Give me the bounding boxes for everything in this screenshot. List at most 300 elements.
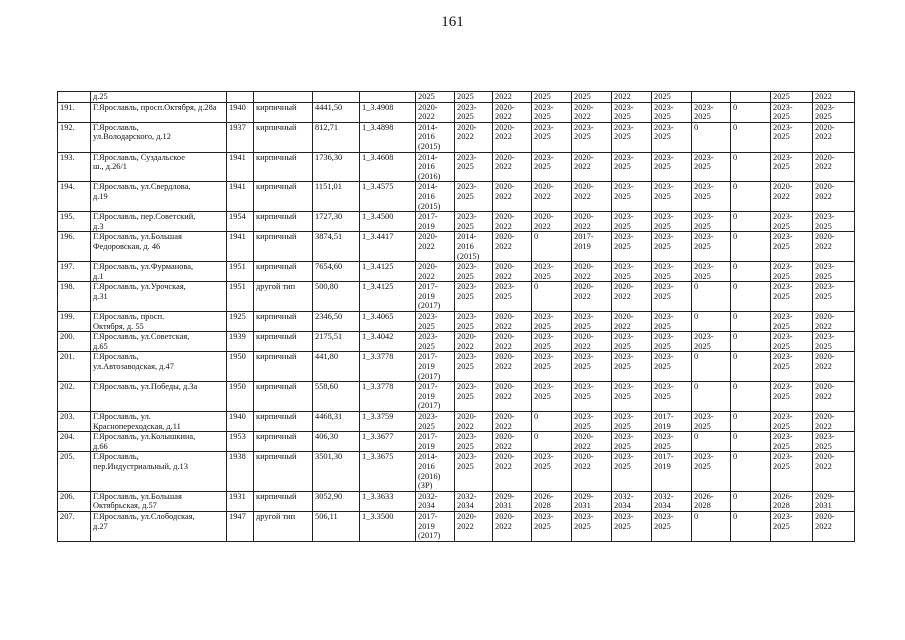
cell-period-9: 0 — [731, 232, 771, 262]
cell-period-10: 2023- 2025 — [771, 452, 813, 491]
cell-period-8: 0 — [692, 432, 731, 452]
cell-period-6: 2023- 2025 — [612, 352, 652, 382]
cell-period-2: 2023- 2025 — [455, 102, 493, 122]
cell-area: 2346,50 — [313, 312, 360, 332]
cell-area: 4441,50 — [313, 102, 360, 122]
cell-period-2: 2020- 2022 — [455, 412, 493, 432]
cell-period-8: 0 — [692, 312, 731, 332]
cell-period-9: 0 — [731, 352, 771, 382]
cell-period-9: 0 — [731, 102, 771, 122]
cell-period-3: 2020- 2022 — [493, 122, 532, 152]
cell-row-number: 206. — [58, 491, 91, 511]
cell-period-6: 2023- 2025 — [612, 232, 652, 262]
cell-period-7: 2023- 2025 — [652, 152, 692, 182]
cell-period-3: 2020- 2022 — [493, 432, 532, 452]
cell-period-5: 2023- 2025 — [572, 122, 612, 152]
cell-object-code: 1_3.3677 — [360, 432, 416, 452]
cell-wall-material: другой тип — [254, 282, 313, 312]
cell-period-9: 0 — [731, 412, 771, 432]
cell-address: Г.Ярославль, просп. Октября, д. 55 — [91, 312, 227, 332]
table-row — [58, 412, 855, 432]
cell-address: Г.Ярославль, ул. Краснопереходская, д.11 — [91, 412, 227, 432]
cell-row-number: 195. — [58, 212, 91, 232]
cell-period-5: 2023- 2025 — [572, 511, 612, 541]
cell-period-7: 2023- 2025 — [652, 511, 692, 541]
cell-period-10: 2023- 2025 — [771, 312, 813, 332]
cell-area: 3501,30 — [313, 452, 360, 491]
cell-period-7: 2023- 2025 — [652, 352, 692, 382]
cell-period-4: 0 — [532, 412, 572, 432]
table-row — [58, 452, 855, 491]
cell-object-code: 1_3.3778 — [360, 352, 416, 382]
cell-period-7: 2025 — [652, 92, 692, 103]
cell-wall-material: кирпичный — [254, 452, 313, 491]
cell-row-number: 205. — [58, 452, 91, 491]
table-row — [58, 152, 855, 182]
cell-wall-material: кирпичный — [254, 212, 313, 232]
table-row — [58, 212, 855, 232]
cell-period-11: 2020- 2022 — [813, 182, 855, 212]
cell-period-2: 2023- 2025 — [455, 312, 493, 332]
cell-period-5: 2017- 2019 — [572, 232, 612, 262]
cell-row-number: 200. — [58, 332, 91, 352]
cell-build-year: 1938 — [227, 452, 254, 491]
cell-wall-material: другой тип — [254, 511, 313, 541]
cell-period-9: 0 — [731, 452, 771, 491]
table-row — [58, 232, 855, 262]
cell-period-5: 2025 — [572, 92, 612, 103]
cell-period-1: 2014- 2016 (2016) (ЗР) — [416, 452, 455, 491]
cell-period-2: 2023- 2025 — [455, 432, 493, 452]
table-row — [58, 491, 855, 511]
cell-object-code: 1_3.4898 — [360, 122, 416, 152]
cell-area: 7654,60 — [313, 262, 360, 282]
cell-period-1: 2014- 2016 (2015) — [416, 182, 455, 212]
cell-area: 441,80 — [313, 352, 360, 382]
cell-period-10: 2023- 2025 — [771, 511, 813, 541]
cell-period-3: 2020- 2022 — [493, 182, 532, 212]
cell-address: Г.Ярославль, ул.Большая Федоровская, д. 46 — [91, 232, 227, 262]
cell-row-number — [58, 92, 91, 103]
cell-period-9: 0 — [731, 212, 771, 232]
cell-object-code: 1_3.4125 — [360, 262, 416, 282]
cell-row-number: 199. — [58, 312, 91, 332]
cell-period-5: 2020- 2022 — [572, 102, 612, 122]
cell-period-11: 2023- 2025 — [813, 262, 855, 282]
cell-period-2: 2032- 2034 — [455, 491, 493, 511]
cell-row-number: 203. — [58, 412, 91, 432]
cell-address: Г.Ярославль, ул.Большая Октябрьская, д.57 — [91, 491, 227, 511]
cell-period-5: 2023- 2025 — [572, 412, 612, 432]
table-row — [58, 352, 855, 382]
cell-period-1: 2023- 2025 — [416, 312, 455, 332]
cell-period-8: 2023- 2025 — [692, 212, 731, 232]
cell-object-code: 1_3.4908 — [360, 102, 416, 122]
cell-period-10: 2023- 2025 — [771, 102, 813, 122]
cell-period-7: 2023- 2025 — [652, 182, 692, 212]
cell-period-3: 2022 — [493, 92, 532, 103]
cell-wall-material: кирпичный — [254, 491, 313, 511]
cell-build-year: 1950 — [227, 382, 254, 412]
cell-period-2: 2023- 2025 — [455, 152, 493, 182]
cell-period-2: 2023- 2025 — [455, 282, 493, 312]
cell-build-year: 1953 — [227, 432, 254, 452]
cell-build-year: 1954 — [227, 212, 254, 232]
cell-period-11: 2029- 2031 — [813, 491, 855, 511]
cell-period-9: 0 — [731, 282, 771, 312]
cell-period-5: 2020- 2022 — [572, 432, 612, 452]
cell-object-code: 1_3.4065 — [360, 312, 416, 332]
cell-period-3: 2029- 2031 — [493, 491, 532, 511]
cell-period-8: 0 — [692, 282, 731, 312]
cell-period-10: 2023- 2025 — [771, 282, 813, 312]
cell-period-7: 2017- 2019 — [652, 452, 692, 491]
cell-object-code: 1_3.3759 — [360, 412, 416, 432]
cell-period-8: 2023- 2025 — [692, 232, 731, 262]
cell-period-6: 2023- 2025 — [612, 452, 652, 491]
cell-period-2: 2023- 2025 — [455, 452, 493, 491]
cell-period-8: 2023- 2025 — [692, 332, 731, 352]
cell-period-9: 0 — [731, 432, 771, 452]
cell-period-2: 2020- 2022 — [455, 122, 493, 152]
table-row — [58, 122, 855, 152]
cell-period-4: 2023- 2025 — [532, 102, 572, 122]
cell-period-1: 2032- 2034 — [416, 491, 455, 511]
cell-address: Г.Ярославль, ул.Победы, д.3а — [91, 382, 227, 412]
cell-period-11: 2020- 2022 — [813, 232, 855, 262]
cell-period-10: 2023- 2025 — [771, 232, 813, 262]
cell-period-4: 2023- 2025 — [532, 382, 572, 412]
cell-period-8: 2023- 2025 — [692, 262, 731, 282]
cell-period-7: 2023- 2025 — [652, 232, 692, 262]
cell-period-6: 2022 — [612, 92, 652, 103]
cell-period-3: 2020- 2022 — [493, 452, 532, 491]
cell-object-code: 1_3.4575 — [360, 182, 416, 212]
cell-build-year: 1925 — [227, 312, 254, 332]
cell-period-2: 2014- 2016 (2015) — [455, 232, 493, 262]
table-row — [58, 262, 855, 282]
cell-row-number: 201. — [58, 352, 91, 382]
cell-period-9: 0 — [731, 511, 771, 541]
cell-period-5: 2020- 2022 — [572, 332, 612, 352]
cell-wall-material — [254, 92, 313, 103]
cell-period-5: 2020- 2022 — [572, 212, 612, 232]
cell-period-4: 0 — [532, 282, 572, 312]
cell-period-4: 2020- 2022 — [532, 212, 572, 232]
cell-period-1: 2017- 2019 — [416, 212, 455, 232]
cell-period-4: 2023- 2025 — [532, 511, 572, 541]
table-row — [58, 332, 855, 352]
cell-period-8: 2023- 2025 — [692, 182, 731, 212]
cell-address: Г.Ярославль, ул.Советская, д.65 — [91, 332, 227, 352]
cell-period-3: 2020- 2022 — [493, 511, 532, 541]
cell-period-5: 2029- 2031 — [572, 491, 612, 511]
cell-period-1: 2017- 2019 (2017) — [416, 282, 455, 312]
cell-period-4: 2023- 2025 — [532, 332, 572, 352]
cell-period-9: 0 — [731, 182, 771, 212]
cell-period-5: 2020- 2022 — [572, 452, 612, 491]
cell-period-9: 0 — [731, 491, 771, 511]
cell-row-number: 198. — [58, 282, 91, 312]
cell-period-3: 2020- 2022 — [493, 352, 532, 382]
cell-period-3: 2020- 2022 — [493, 102, 532, 122]
cell-period-4: 2023- 2025 — [532, 312, 572, 332]
table-row — [58, 92, 855, 103]
page-number: 161 — [441, 14, 464, 30]
cell-period-5: 2020- 2022 — [572, 262, 612, 282]
cell-period-8: 2023- 2025 — [692, 412, 731, 432]
table-row — [58, 432, 855, 452]
cell-build-year — [227, 92, 254, 103]
cell-period-4: 2023- 2025 — [532, 122, 572, 152]
cell-period-10: 2023- 2025 — [771, 352, 813, 382]
cell-wall-material: кирпичный — [254, 122, 313, 152]
cell-period-2: 2023- 2025 — [455, 182, 493, 212]
cell-period-11: 2022 — [813, 92, 855, 103]
cell-build-year: 1951 — [227, 282, 254, 312]
cell-wall-material: кирпичный — [254, 232, 313, 262]
cell-period-7: 2017- 2019 — [652, 412, 692, 432]
cell-period-3: 2020- 2022 — [493, 332, 532, 352]
cell-period-11: 2020- 2022 — [813, 452, 855, 491]
cell-period-11: 2020- 2022 — [813, 312, 855, 332]
cell-period-10: 2023- 2025 — [771, 412, 813, 432]
cell-area: 812,71 — [313, 122, 360, 152]
cell-object-code: 1_3.3633 — [360, 491, 416, 511]
cell-wall-material: кирпичный — [254, 352, 313, 382]
cell-area: 500,80 — [313, 282, 360, 312]
cell-period-6: 2023- 2025 — [612, 382, 652, 412]
cell-period-4: 0 — [532, 432, 572, 452]
cell-period-8 — [692, 92, 731, 103]
cell-build-year: 1951 — [227, 262, 254, 282]
cell-period-9: 0 — [731, 152, 771, 182]
cell-build-year: 1931 — [227, 491, 254, 511]
cell-build-year: 1937 — [227, 122, 254, 152]
cell-period-10: 2023- 2025 — [771, 432, 813, 452]
cell-object-code: 1_3.4042 — [360, 332, 416, 352]
cell-row-number: 193. — [58, 152, 91, 182]
cell-period-5: 2023- 2025 — [572, 312, 612, 332]
cell-period-7: 2023- 2025 — [652, 282, 692, 312]
cell-period-4: 2023- 2025 — [532, 452, 572, 491]
cell-address: д.25 — [91, 92, 227, 103]
cell-wall-material: кирпичный — [254, 152, 313, 182]
cell-period-6: 2023- 2025 — [612, 412, 652, 432]
cell-period-6: 2023- 2025 — [612, 102, 652, 122]
cell-period-6: 2020- 2022 — [612, 312, 652, 332]
cell-period-11: 2020- 2022 — [813, 122, 855, 152]
cell-period-3: 2020- 2022 — [493, 412, 532, 432]
table-row — [58, 182, 855, 212]
cell-period-11: 2023- 2025 — [813, 332, 855, 352]
cell-row-number: 207. — [58, 511, 91, 541]
cell-area: 1736,30 — [313, 152, 360, 182]
cell-period-6: 2023- 2025 — [612, 332, 652, 352]
cell-build-year: 1941 — [227, 152, 254, 182]
cell-period-1: 2014- 2016 (2016) — [416, 152, 455, 182]
cell-period-7: 2023- 2025 — [652, 312, 692, 332]
cell-area: 3052,90 — [313, 491, 360, 511]
cell-period-3: 2020- 2022 — [493, 152, 532, 182]
table-row — [58, 312, 855, 332]
cell-period-5: 2020- 2022 — [572, 152, 612, 182]
cell-object-code: 1_3.3500 — [360, 511, 416, 541]
table-row — [58, 511, 855, 541]
cell-wall-material: кирпичный — [254, 382, 313, 412]
cell-address: Г.Ярославль, ул.Колышкина, д.66 — [91, 432, 227, 452]
cell-period-1: 2014- 2016 (2015) — [416, 122, 455, 152]
cell-address: Г.Ярославль, ул.Володарского, д.12 — [91, 122, 227, 152]
cell-address: Г.Ярославль, пер.Советский, д.3 — [91, 212, 227, 232]
cell-period-1: 2017- 2019 (2017) — [416, 511, 455, 541]
cell-period-1: 2025 — [416, 92, 455, 103]
cell-period-10: 2023- 2025 — [771, 122, 813, 152]
cell-address: Г.Ярославль, ул.Свердлова, д.19 — [91, 182, 227, 212]
cell-period-6: 2023- 2025 — [612, 262, 652, 282]
cell-period-5: 2023- 2025 — [572, 382, 612, 412]
cell-period-3: 2020- 2022 — [493, 262, 532, 282]
cell-period-10: 2025 — [771, 92, 813, 103]
cell-wall-material: кирпичный — [254, 332, 313, 352]
cell-row-number: 194. — [58, 182, 91, 212]
cell-build-year: 1950 — [227, 352, 254, 382]
table-row — [58, 382, 855, 412]
cell-area: 558,60 — [313, 382, 360, 412]
cell-period-10: 2023- 2025 — [771, 332, 813, 352]
cell-period-7: 2023- 2025 — [652, 102, 692, 122]
cell-period-1: 2023- 2025 — [416, 332, 455, 352]
table-row — [58, 102, 855, 122]
cell-period-4: 2025 — [532, 92, 572, 103]
cell-period-5: 2020- 2022 — [572, 182, 612, 212]
cell-wall-material: кирпичный — [254, 262, 313, 282]
cell-row-number: 192. — [58, 122, 91, 152]
cell-period-8: 0 — [692, 511, 731, 541]
cell-period-7: 2023- 2025 — [652, 262, 692, 282]
cell-period-7: 2023- 2025 — [652, 122, 692, 152]
cell-period-1: 2020- 2022 — [416, 102, 455, 122]
cell-build-year: 1941 — [227, 182, 254, 212]
cell-area: 3874,51 — [313, 232, 360, 262]
cell-address: Г.Ярославль, пер.Индустриальный, д.13 — [91, 452, 227, 491]
cell-build-year: 1947 — [227, 511, 254, 541]
cell-period-3: 2020- 2022 — [493, 212, 532, 232]
cell-period-6: 2023- 2025 — [612, 511, 652, 541]
cell-period-7: 2032- 2034 — [652, 491, 692, 511]
cell-period-8: 0 — [692, 122, 731, 152]
cell-period-3: 2020- 2022 — [493, 382, 532, 412]
cell-period-2: 2020- 2022 — [455, 511, 493, 541]
cell-period-4: 2023- 2025 — [532, 152, 572, 182]
cell-period-11: 2023- 2025 — [813, 282, 855, 312]
cell-period-1: 2020- 2022 — [416, 262, 455, 282]
cell-wall-material: кирпичный — [254, 182, 313, 212]
cell-period-1: 2020- 2022 — [416, 232, 455, 262]
cell-period-11: 2023- 2025 — [813, 102, 855, 122]
cell-period-9: 0 — [731, 312, 771, 332]
cell-wall-material: кирпичный — [254, 432, 313, 452]
cell-period-6: 2023- 2025 — [612, 122, 652, 152]
cell-period-6: 2023- 2025 — [612, 432, 652, 452]
cell-object-code: 1_3.4500 — [360, 212, 416, 232]
cell-period-11: 2023- 2025 — [813, 212, 855, 232]
cell-area: 4468,31 — [313, 412, 360, 432]
cell-period-4: 2026- 2028 — [532, 491, 572, 511]
cell-period-9: 0 — [731, 382, 771, 412]
cell-build-year: 1941 — [227, 232, 254, 262]
cell-address: Г.Ярославль, ул.Слободская, д.27 — [91, 511, 227, 541]
cell-period-1: 2017- 2019 (2017) — [416, 352, 455, 382]
cell-period-7: 2023- 2025 — [652, 382, 692, 412]
housing-registry-table — [57, 91, 855, 542]
cell-period-5: 2020- 2022 — [572, 282, 612, 312]
cell-period-9: 0 — [731, 122, 771, 152]
table-row — [58, 282, 855, 312]
cell-period-2: 2023- 2025 — [455, 262, 493, 282]
cell-period-11: 2020- 2022 — [813, 412, 855, 432]
cell-object-code: 1_3.4125 — [360, 282, 416, 312]
cell-build-year: 1940 — [227, 102, 254, 122]
cell-object-code: 1_3.4417 — [360, 232, 416, 262]
cell-period-10: 2023- 2025 — [771, 212, 813, 232]
cell-row-number: 202. — [58, 382, 91, 412]
cell-build-year: 1939 — [227, 332, 254, 352]
cell-period-8: 2023- 2025 — [692, 152, 731, 182]
cell-object-code: 1_3.3675 — [360, 452, 416, 491]
cell-period-11: 2020- 2022 — [813, 352, 855, 382]
cell-period-9 — [731, 92, 771, 103]
cell-period-9: 0 — [731, 262, 771, 282]
cell-period-8: 2023- 2025 — [692, 102, 731, 122]
cell-build-year: 1940 — [227, 412, 254, 432]
cell-address: Г.Ярославль, ул.Урочская, д.31 — [91, 282, 227, 312]
cell-period-4: 2020- 2022 — [532, 182, 572, 212]
cell-period-10: 2023- 2025 — [771, 382, 813, 412]
cell-wall-material: кирпичный — [254, 412, 313, 432]
cell-area: 406,30 — [313, 432, 360, 452]
cell-period-6: 2023- 2025 — [612, 182, 652, 212]
cell-period-2: 2023- 2025 — [455, 212, 493, 232]
cell-period-11: 2023- 2025 — [813, 432, 855, 452]
cell-period-11: 2020- 2022 — [813, 511, 855, 541]
table-body — [58, 92, 855, 542]
cell-period-2: 2025 — [455, 92, 493, 103]
cell-object-code: 1_3.4608 — [360, 152, 416, 182]
cell-area: 506,11 — [313, 511, 360, 541]
cell-wall-material: кирпичный — [254, 312, 313, 332]
cell-period-7: 2023- 2025 — [652, 332, 692, 352]
cell-address: Г.Ярославль, просп.Октября, д.28а — [91, 102, 227, 122]
cell-period-8: 0 — [692, 352, 731, 382]
cell-area: 1727,30 — [313, 212, 360, 232]
cell-period-2: 2023- 2025 — [455, 382, 493, 412]
cell-period-7: 2023- 2025 — [652, 432, 692, 452]
cell-period-8: 2023- 2025 — [692, 452, 731, 491]
cell-period-1: 2023- 2025 — [416, 412, 455, 432]
cell-period-10: 2020- 2022 — [771, 182, 813, 212]
cell-period-6: 2020- 2022 — [612, 282, 652, 312]
cell-period-11: 2020- 2022 — [813, 382, 855, 412]
cell-period-3: 2020- 2022 — [493, 232, 532, 262]
cell-area: 1151,01 — [313, 182, 360, 212]
cell-period-5: 2023- 2025 — [572, 352, 612, 382]
cell-period-10: 2023- 2025 — [771, 152, 813, 182]
cell-row-number: 204. — [58, 432, 91, 452]
cell-address: Г.Ярославль, ул.Автозаводская, д.47 — [91, 352, 227, 382]
cell-period-4: 2023- 2025 — [532, 352, 572, 382]
cell-row-number: 196. — [58, 232, 91, 262]
